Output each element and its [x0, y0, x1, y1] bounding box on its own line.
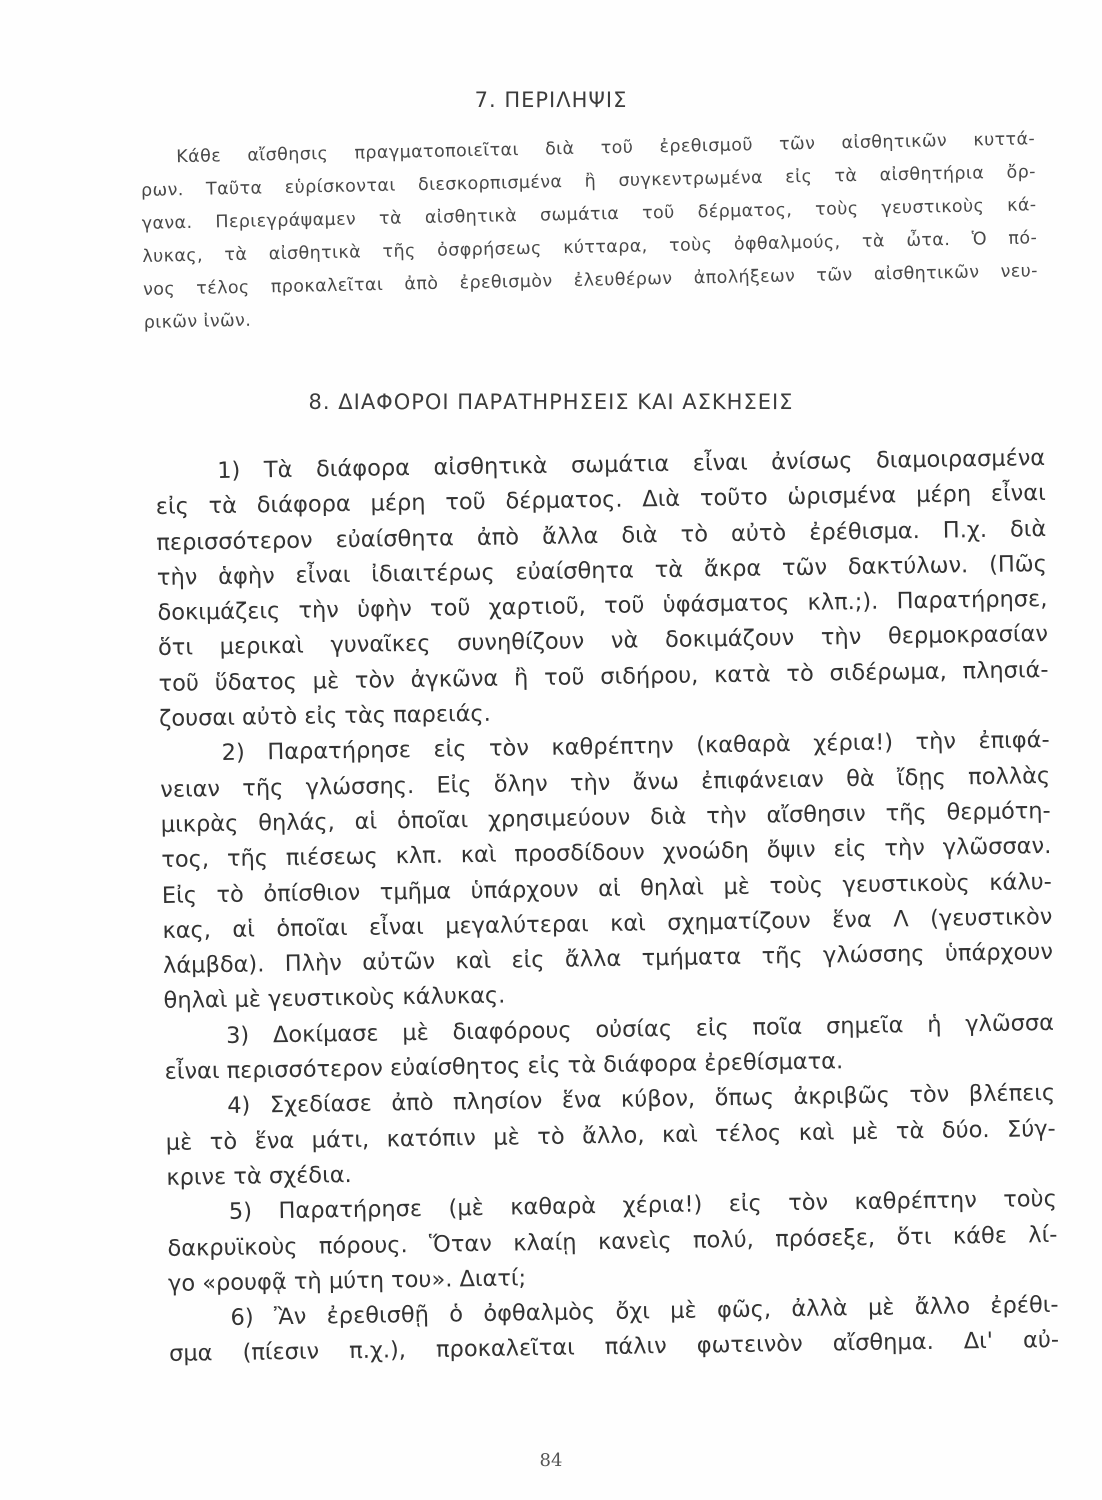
exercise-line: γο «ρουφᾷ τὴ μύτη του». Διατί;	[167, 1265, 527, 1297]
exercise-line: νειαν τῆς γλώσσης. Εἰς ὅλην τὴν ἄνω ἐπιφάνειαν θὰ ἴδῃς πολλὰς	[160, 762, 1051, 803]
exercise-line: Εἰς τὸ ὀπίσθιον τμῆμα ὑπάρχουν αἱ θηλαὶ μὲ τοὺς γευστικοὺς κάλυ-	[161, 868, 1053, 909]
exercise-line: τοῦ ὕδατος μὲ τὸν ἀγκῶνα ἢ τοῦ σιδήρου, κατὰ τὸ σιδέρωμα, πλησιά-	[158, 656, 1049, 697]
section-8-exercises	[155, 441, 1059, 1373]
paragraph-line: Κάθε αἴσθησις πραγματοποιεῖται διὰ τοῦ ἐρεθισμοῦ τῶν αἰσθητικῶν κυττά-	[176, 129, 1036, 168]
exercise-line: μικρὰς θηλάς, αἱ ὁποῖαι χρησιμεύουν διὰ τὴν αἴσθησιν τῆς θερμότη-	[160, 797, 1051, 838]
section-7-heading: 7. ΠΕΡΙΛΗΨΙΣ	[474, 88, 628, 112]
exercise-line: περισσότερον εὐαίσθητα ἀπὸ ἄλλα διὰ τὸ αὐτὸ ἐρέθισμα. Π.χ. διὰ	[156, 515, 1047, 556]
exercise-line: κας, αἱ ὁποῖαι εἶναι μεγαλύτεραι καὶ σχηματίζουν ἕνα Λ (γευστικὸν	[162, 903, 1053, 944]
paragraph-line: νος τέλος προκαλεῖται ἀπὸ ἐρεθισμὸν ἐλευθέρων ἀπολήξεων τῶν αἰσθητικῶν νευ-	[142, 261, 1039, 300]
exercise-line: τὴν ἁφὴν εἶναι ἰδιαιτέρως εὐαίσθητα τὰ ἄκρα τῶν δακτύλων. (Πῶς	[156, 550, 1048, 591]
exercise-line: 1) Τὰ διάφορα αἰσθητικὰ σωμάτια εἶναι ἀνίσως διαμοιρασμένα	[217, 445, 1046, 485]
paragraph-line: λυκας, τὰ αἰσθητικὰ τῆς ὀσφρήσεως κύτταρα, τοὺς ὀφθαλμούς, τὰ ὦτα. Ὁ πό-	[142, 228, 1038, 267]
exercise-line: δοκιμάζεις τὴν ὑφὴν τοῦ χαρτιοῦ, τοῦ ὑφάσματος κλπ.;). Παρατήρησε,	[157, 586, 1048, 627]
exercise-line: ὅτι μερικαὶ γυναῖκες συνηθίζουν νὰ δοκιμάζουν τὴν θερμοκρασίαν	[157, 621, 1049, 662]
exercise-line: 4) Σχεδίασε ἀπὸ πλησίον ἕνα κύβον, ὅπως ἀκριβῶς τὸν βλέπεις	[227, 1080, 1056, 1120]
paragraph-line: ρων. Ταῦτα εὑρίσκονται διεσκορπισμένα ἢ συγκεντρωμένα εἰς τὰ αἰσθητήρια ὄρ-	[140, 162, 1037, 201]
exercise-line: κρινε τὰ σχέδια.	[166, 1161, 352, 1191]
exercise-line: λάμβδα). Πλὴν αὐτῶν καὶ εἰς ἄλλα τμήματα τῆς γλώσσης ὑπάρχουν	[162, 939, 1054, 980]
exercise-line: 3) Δοκίμασε μὲ διαφόρους οὐσίας εἰς ποῖα σημεῖα ἡ γλῶσσα	[225, 1009, 1055, 1049]
paragraph-line: ρικῶν ἰνῶν.	[143, 310, 252, 333]
exercise-line: ζουσαι αὐτὸ εἰς τὰς παρειάς.	[158, 700, 492, 733]
exercise-line: εἰς τὰ διάφορα μέρη τοῦ δέρματος. Διὰ τοῦτο ὡρισμένα μέρη εἶναι	[155, 480, 1046, 521]
paragraph-line: γανα. Περιεγράψαμεν τὰ αἰσθητικὰ σωμάτια τοῦ δέρματος, τοὺς γευστικοὺς κά-	[141, 195, 1037, 234]
exercise-line: 5) Παρατήρησε (μὲ καθαρὰ χέρια!) εἰς τὸν καθρέπτην τοὺς	[228, 1186, 1058, 1226]
section-8-heading: 8. ΔΙΑΦΟΡΟΙ ΠΑΡΑΤΗΡΗΣΕΙΣ ΚΑΙ ΑΣΚΗΣΕΙΣ	[308, 390, 794, 414]
page-number: 84	[539, 1450, 563, 1471]
section-7-summary	[140, 123, 1039, 340]
exercise-line: δακρυϊκοὺς πόρους. Ὅταν κλαίῃ κανεὶς πολύ, πρόσεξε, ὅτι κάθε λί-	[167, 1221, 1058, 1262]
exercise-line: 2) Παρατήρησε εἰς τὸν καθρέπτην (καθαρὰ χέρια!) τὴν ἐπιφά-	[221, 727, 1050, 767]
exercise-line: θηλαὶ μὲ γευστικοὺς κάλυκας.	[163, 983, 506, 1015]
exercise-line: 6) Ἂν ἐρεθισθῇ ὁ ὀφθαλμὸς ὄχι μὲ φῶς, ἀλλὰ μὲ ἄλλο ἐρέθι-	[230, 1292, 1059, 1332]
exercise-line: μὲ τὸ ἕνα μάτι, κατόπιν μὲ τὸ ἄλλο, καὶ τέλος καὶ μὲ τὰ δύο. Σύγ-	[165, 1115, 1056, 1156]
exercise-line: σμα (πίεσιν π.χ.), προκαλεῖται πάλιν φωτεινὸν αἴσθημα. Δι' αὐ-	[168, 1327, 1060, 1368]
exercise-line: εἶναι περισσότερον εὐαίσθητος εἰς τὰ διάφορα ἐρεθίσματα.	[164, 1048, 844, 1085]
exercise-line: τος, τῆς πιέσεως κλπ. καὶ προσδίδουν χνοώδη ὄψιν εἰς τὴν γλῶσσαν.	[161, 833, 1052, 874]
